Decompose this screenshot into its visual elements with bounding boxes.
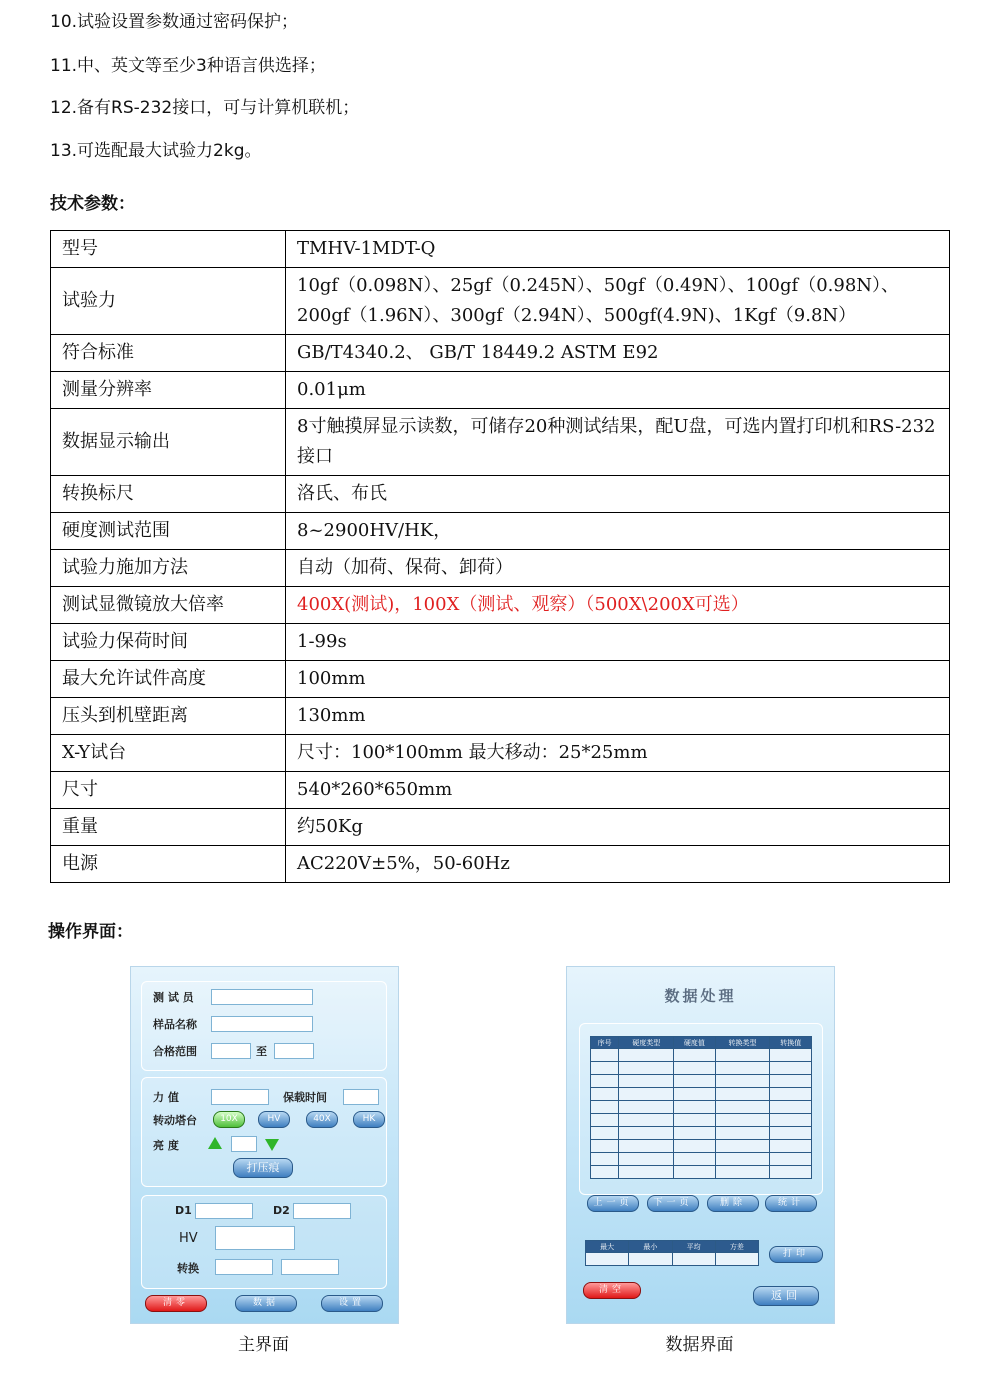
spec-row: [51, 587, 950, 624]
range-max-field[interactable]: [274, 1043, 314, 1059]
records-column-header: 硬度类型: [619, 1037, 674, 1049]
turret-label: 转动塔台: [153, 1114, 197, 1127]
spec-row: [51, 513, 950, 550]
table-row[interactable]: [591, 1127, 812, 1140]
spec-value: 540*260*650mm: [286, 772, 950, 809]
spec-key: 型号: [51, 231, 286, 268]
brightness-label: 亮 度: [153, 1139, 179, 1152]
table-cell: [715, 1088, 770, 1101]
spec-key: 测试显微镜放大倍率: [51, 587, 286, 624]
table-cell: [770, 1153, 812, 1166]
brightness-up-icon[interactable]: [208, 1137, 222, 1149]
force-field[interactable]: [211, 1089, 269, 1105]
table-cell: [591, 1088, 619, 1101]
spec-value: 1-99s: [286, 624, 950, 661]
spec-value: TMHV-1MDT-Q: [286, 231, 950, 268]
turret-10x-button[interactable]: 10X: [213, 1111, 245, 1128]
stats-cell: [629, 1253, 672, 1266]
records-column-header: 硬度值: [674, 1037, 716, 1049]
table-cell: [715, 1153, 770, 1166]
data-screen-title: 数据处理: [664, 987, 737, 1005]
range-min-field[interactable]: [211, 1043, 251, 1059]
spec-row: [51, 809, 950, 846]
table-cell: [591, 1049, 619, 1062]
convert-label: 转换: [177, 1262, 199, 1275]
table-cell: [591, 1075, 619, 1088]
table-cell: [674, 1140, 716, 1153]
table-cell: [619, 1114, 674, 1127]
main-screen-image: [130, 966, 399, 1324]
table-cell: [715, 1049, 770, 1062]
records-column-header: 序号: [591, 1037, 619, 1049]
spec-value: 8寸触摸屏显示读数，可储存20种测试结果，配U盘，可选内置打印机和RS-232接口: [286, 409, 950, 476]
spec-value: GB/T4340.2、 GB/T 18449.2 ASTM E92: [286, 335, 950, 372]
table-cell: [619, 1075, 674, 1088]
spec-row: [51, 268, 950, 335]
spec-key: 符合标准: [51, 335, 286, 372]
table-cell: [619, 1101, 674, 1114]
spec-key: 试验力施加方法: [51, 550, 286, 587]
spec-row: [51, 735, 950, 772]
convert-value-field[interactable]: [281, 1259, 339, 1275]
spec-key: 压头到机壁距离: [51, 698, 286, 735]
tester-field[interactable]: [211, 989, 313, 1005]
table-cell: [591, 1127, 619, 1140]
spec-value: 10gf（0.098N）、25gf（0.245N）、50gf（0.49N）、100gf（0.98N）、200gf（1.96N）、300gf（2.94N）、500gf(4.9N)、1Kgf（9.8N）: [286, 268, 950, 335]
table-cell: [715, 1166, 770, 1179]
spec-key: X-Y试台: [51, 735, 286, 772]
table-row[interactable]: [591, 1062, 812, 1075]
stats-column-header: 平均: [672, 1241, 715, 1253]
table-cell: [619, 1166, 674, 1179]
table-cell: [619, 1049, 674, 1062]
spec-value: 自动（加荷、保荷、卸荷）: [286, 550, 950, 587]
data-screen-image: [566, 966, 835, 1324]
feature-line-11: 11.中、英文等至少3种语言供选择；: [50, 56, 326, 76]
stats-header: [586, 1241, 759, 1253]
spec-key: 尺寸: [51, 772, 286, 809]
next-page-button[interactable]: 下一页: [647, 1195, 699, 1212]
spec-value: 洛氏、布氏: [286, 476, 950, 513]
stats-table: [585, 1240, 759, 1266]
spec-value: 约50Kg: [286, 809, 950, 846]
stats-row: [586, 1253, 759, 1266]
table-cell: [674, 1088, 716, 1101]
table-cell: [619, 1153, 674, 1166]
spec-value: 0.01μm: [286, 372, 950, 409]
table-row[interactable]: [591, 1153, 812, 1166]
spec-row: [51, 476, 950, 513]
spec-value: 100mm: [286, 661, 950, 698]
brightness-down-icon[interactable]: [265, 1139, 279, 1151]
table-cell: [715, 1101, 770, 1114]
table-row[interactable]: [591, 1101, 812, 1114]
spec-key: 测量分辨率: [51, 372, 286, 409]
records-header: [591, 1037, 812, 1049]
clear-all-button[interactable]: 清空: [583, 1282, 641, 1299]
table-row[interactable]: [591, 1114, 812, 1127]
table-row[interactable]: [591, 1075, 812, 1088]
hold-field[interactable]: [343, 1089, 379, 1105]
table-cell: [770, 1088, 812, 1101]
d2-field[interactable]: [293, 1203, 351, 1219]
stats-column-header: 方差: [715, 1241, 758, 1253]
table-cell: [674, 1127, 716, 1140]
convert-type-field[interactable]: [215, 1259, 273, 1275]
table-cell: [770, 1114, 812, 1127]
spec-key: 电源: [51, 846, 286, 883]
table-cell: [591, 1153, 619, 1166]
table-cell: [674, 1153, 716, 1166]
range-label: 合格范围: [153, 1045, 197, 1058]
table-cell: [591, 1101, 619, 1114]
spec-row: [51, 231, 950, 268]
table-cell: [619, 1088, 674, 1101]
stats-button[interactable]: 统计: [765, 1195, 817, 1212]
stats-cell: [715, 1253, 758, 1266]
d1-label: D1: [175, 1204, 192, 1217]
table-cell: [619, 1127, 674, 1140]
spec-key: 最大允许试件高度: [51, 661, 286, 698]
table-cell: [591, 1166, 619, 1179]
spec-table: [50, 230, 950, 883]
spec-key: 数据显示输出: [51, 409, 286, 476]
table-cell: [591, 1140, 619, 1153]
table-cell: [674, 1062, 716, 1075]
spec-heading: 技术参数：: [50, 194, 135, 214]
clear-button[interactable]: 清零: [145, 1295, 207, 1312]
table-cell: [715, 1075, 770, 1088]
stats-column-header: 最大: [586, 1241, 629, 1253]
table-cell: [674, 1075, 716, 1088]
stats-cell: [586, 1253, 629, 1266]
turret-hk-button[interactable]: HK: [353, 1111, 385, 1128]
table-cell: [770, 1075, 812, 1088]
print-button[interactable]: 打印: [769, 1246, 823, 1263]
spec-key: 试验力: [51, 268, 286, 335]
table-cell: [770, 1062, 812, 1075]
spec-row: [51, 624, 950, 661]
table-cell: [715, 1140, 770, 1153]
table-cell: [770, 1166, 812, 1179]
table-cell: [674, 1101, 716, 1114]
table-cell: [715, 1114, 770, 1127]
table-cell: [715, 1062, 770, 1075]
turret-hv-button[interactable]: HV: [258, 1111, 290, 1128]
spec-key: 转换标尺: [51, 476, 286, 513]
spec-row: [51, 372, 950, 409]
records-table: [590, 1036, 812, 1179]
d1-field[interactable]: [195, 1203, 253, 1219]
stats-cell: [672, 1253, 715, 1266]
turret-40x-button[interactable]: 40X: [306, 1111, 338, 1128]
back-button[interactable]: 返回: [753, 1286, 819, 1306]
table-cell: [770, 1101, 812, 1114]
hv-label: HV: [179, 1231, 198, 1246]
range-to-label: 至: [256, 1045, 267, 1058]
spec-row: [51, 698, 950, 735]
table-cell: [619, 1062, 674, 1075]
feature-line-13: 13.可选配最大试验力2kg。: [50, 141, 262, 161]
table-cell: [591, 1062, 619, 1075]
spec-row: [51, 335, 950, 372]
main-screen-caption: 主界面: [238, 1335, 289, 1355]
spec-value: AC220V±5%，50-60Hz: [286, 846, 950, 883]
spec-row: [51, 661, 950, 698]
tester-label: 测 试 员: [153, 991, 194, 1004]
brightness-field[interactable]: [231, 1136, 257, 1152]
spec-key: 硬度测试范围: [51, 513, 286, 550]
table-cell: [619, 1140, 674, 1153]
table-cell: [674, 1166, 716, 1179]
table-cell: [770, 1127, 812, 1140]
spec-value: 400X(测试)，100X（测试、观察）（500X\200X可选）: [286, 587, 950, 624]
spec-value: 130mm: [286, 698, 950, 735]
table-row[interactable]: [591, 1166, 812, 1179]
table-row[interactable]: [591, 1049, 812, 1062]
table-cell: [770, 1140, 812, 1153]
ui-heading: 操作界面：: [48, 922, 133, 942]
table-cell: [674, 1049, 716, 1062]
table-cell: [674, 1114, 716, 1127]
d2-label: D2: [273, 1204, 290, 1217]
table-row[interactable]: [591, 1088, 812, 1101]
spec-key: 重量: [51, 809, 286, 846]
settings-button[interactable]: 设置: [321, 1295, 383, 1312]
spec-row: [51, 409, 950, 476]
feature-line-10: 10.试验设置参数通过密码保护；: [50, 12, 299, 32]
delete-button[interactable]: 删除: [707, 1195, 759, 1212]
sample-field[interactable]: [211, 1016, 313, 1032]
hv-field: [215, 1226, 295, 1250]
data-button[interactable]: 数据: [235, 1295, 297, 1312]
records-column-header: 转换值: [770, 1037, 812, 1049]
spec-value: 8~2900HV/HK，: [286, 513, 950, 550]
hold-label: 保载时间: [283, 1091, 327, 1104]
feature-line-12: 12.备有RS-232接口，可与计算机联机；: [50, 98, 360, 118]
spec-value: 尺寸：100*100mm 最大移动：25*25mm: [286, 735, 950, 772]
spec-row: [51, 772, 950, 809]
force-label: 力 值: [153, 1091, 179, 1104]
spec-key: 试验力保荷时间: [51, 624, 286, 661]
indent-button[interactable]: 打压痕: [233, 1158, 293, 1178]
records-column-header: 转换类型: [715, 1037, 770, 1049]
table-cell: [770, 1049, 812, 1062]
table-cell: [715, 1127, 770, 1140]
prev-page-button[interactable]: 上一页: [587, 1195, 639, 1212]
spec-row: [51, 550, 950, 587]
spec-row: [51, 846, 950, 883]
stats-column-header: 最小: [629, 1241, 672, 1253]
sample-label: 样品名称: [153, 1018, 197, 1031]
data-screen-caption: 数据界面: [665, 1335, 734, 1355]
table-row[interactable]: [591, 1140, 812, 1153]
table-cell: [591, 1114, 619, 1127]
